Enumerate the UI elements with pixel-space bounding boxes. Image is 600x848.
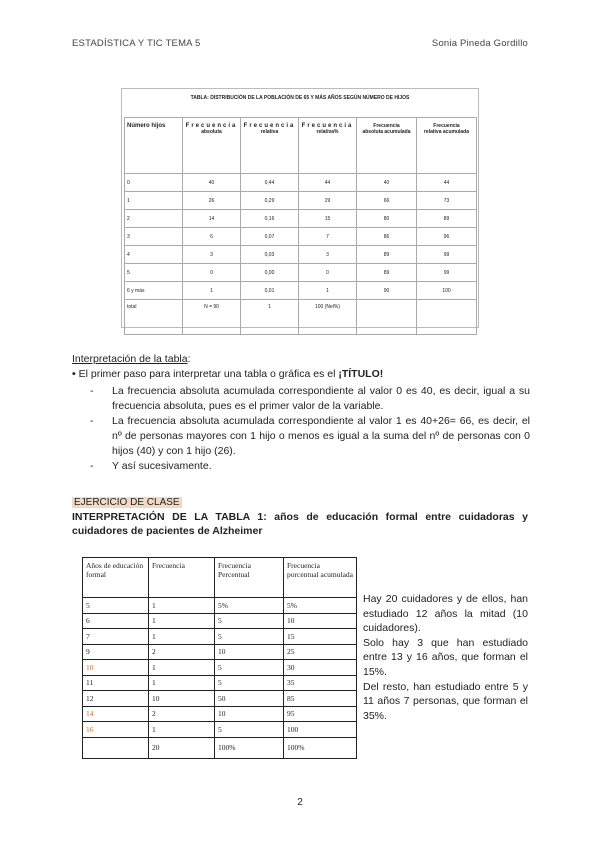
table-cell: 95 [284, 706, 357, 722]
table-cell: 0 [299, 264, 357, 282]
table1-header-cell: Frecuencia relativa [241, 118, 299, 174]
exercise-label: EJERCICIO DE CLASE [74, 497, 180, 508]
table1-total-row: total N = 90 1 100 (Nel%) [125, 300, 477, 335]
table-cell: 35 [284, 675, 357, 691]
table-row [83, 613, 357, 629]
table-cell: 4 [125, 246, 183, 264]
table-row [125, 246, 477, 264]
table-cell: 2 [125, 210, 183, 228]
table-cell: 15 [284, 629, 357, 645]
table-row [83, 629, 357, 645]
table-cell: 50 [215, 691, 284, 707]
table-cell: 10 [284, 613, 357, 629]
table-cell: 6 y más [125, 282, 183, 300]
table-row [125, 192, 477, 210]
table-cell: 1 [149, 722, 215, 738]
table-cell: 0,44 [241, 174, 299, 192]
table-cell: 16 [83, 722, 149, 738]
table-cell: 9 [83, 644, 149, 660]
table2-header-cell: Frecuencia porcentual acumulada [284, 558, 357, 598]
table-cell: 1 [125, 192, 183, 210]
table1-title: TABLA: DISTRIBUCIÓN DE LA POBLACIÓN DE 65 Y MÁS AÑOS SEGÚN NÚMERO DE HIJOS [190, 95, 410, 101]
interpretation-heading: Interpretación de la tabla: [72, 353, 191, 365]
table-cell: 44 [417, 174, 477, 192]
table-row [83, 675, 357, 691]
table-cell: 44 [299, 174, 357, 192]
table-cell: 25 [284, 644, 357, 660]
exercise-title: INTERPRETACIÓN DE LA TABLA 1: años de educación formal entre cuidadoras y cuidadores de pacientes de Alzheimer [72, 511, 528, 537]
table-cell: 10 [215, 706, 284, 722]
table-cell: 96 [417, 228, 477, 246]
table1-header-cell: Frecuencia absoluta acumulada [357, 118, 417, 174]
table-row [83, 691, 357, 707]
answer-paragraph: Solo hay 3 que han estudiado entre 13 y 16 años, que forman el 15%. [363, 636, 528, 678]
table-row [83, 644, 357, 660]
table-cell: 7 [299, 228, 357, 246]
table-cell: 1 [149, 598, 215, 614]
table-row [125, 210, 477, 228]
table-cell: 3 [183, 246, 241, 264]
table-cell: 12 [83, 691, 149, 707]
table1-figure [121, 88, 479, 328]
table-cell: 15 [299, 210, 357, 228]
table-cell: 85 [284, 691, 357, 707]
table-cell: 99 [417, 264, 477, 282]
table1-header-row [125, 118, 477, 174]
table-cell: 10 [215, 644, 284, 660]
table2-header-cell: Frecuencia [149, 558, 215, 598]
table-cell: 0,29 [241, 192, 299, 210]
table-cell: 14 [83, 706, 149, 722]
answer-text [363, 592, 528, 723]
table1-header-cell: Número hijos [125, 118, 183, 174]
interpretation-bullets [72, 384, 530, 474]
table1-header-cell: Frecuencia relativa% [299, 118, 357, 174]
table-row [125, 264, 477, 282]
table-cell: 5 [215, 613, 284, 629]
table1-header-cell: Frecuencia absoluta [183, 118, 241, 174]
table2 [82, 557, 357, 759]
table-cell: 73 [417, 192, 477, 210]
table-cell: 2 [149, 706, 215, 722]
table-cell: 0,01 [241, 282, 299, 300]
table-row [125, 228, 477, 246]
table-row [83, 706, 357, 722]
table1-header-cell: Frecuencia relativa acumulada [417, 118, 477, 174]
answer-paragraph: Hay 20 cuidadores y de ellos, han estudiado 12 años la mitad (10 cuidadores). [363, 593, 528, 635]
table-cell: 66 [357, 192, 417, 210]
table-row [83, 722, 357, 738]
table-cell: 0,03 [241, 246, 299, 264]
list-item: - Y así sucesivamente. [112, 459, 530, 474]
table-cell: 5% [215, 598, 284, 614]
table-row [125, 282, 477, 300]
table-cell: 100 [284, 722, 357, 738]
table-cell: 90 [357, 282, 417, 300]
table-cell: 5 [215, 675, 284, 691]
table-cell: 5 [215, 629, 284, 645]
table-cell: 3 [125, 228, 183, 246]
table-cell: 40 [183, 174, 241, 192]
table2-header-cell: Frecuencia Percentual [215, 558, 284, 598]
table-cell: 10 [83, 660, 149, 676]
table-cell: 0,00 [241, 264, 299, 282]
table-row [83, 660, 357, 676]
table-cell: 100 [417, 282, 477, 300]
table-cell: 0 [183, 264, 241, 282]
table-cell: 2 [149, 644, 215, 660]
table-cell: 26 [183, 192, 241, 210]
table-cell: 1 [149, 675, 215, 691]
interpretation-intro: • El primer paso para interpretar una tabla o gráfica es el ¡TÍTULO! [72, 368, 384, 380]
header-right: Sonia Pineda Gordillo [431, 38, 528, 49]
table-cell: 1 [299, 282, 357, 300]
table-cell: 14 [183, 210, 241, 228]
table-cell: 30 [284, 660, 357, 676]
table-cell: 5% [284, 598, 357, 614]
table-cell: 5 [215, 660, 284, 676]
table-cell: 3 [299, 246, 357, 264]
table-cell: 89 [357, 246, 417, 264]
page-number: 2 [297, 797, 303, 808]
table-cell: 40 [357, 174, 417, 192]
table-cell: 80 [357, 210, 417, 228]
table-cell: 89 [357, 264, 417, 282]
table-cell: 5 [125, 264, 183, 282]
header-left: ESTADÍSTICA Y TIC TEMA 5 [72, 38, 201, 49]
table-cell: 5 [215, 722, 284, 738]
table-cell: 6 [183, 228, 241, 246]
table2-header-row [83, 558, 357, 598]
table1 [124, 117, 477, 335]
table-cell: 29 [299, 192, 357, 210]
table2-header-cell: Años de educación formal [83, 558, 149, 598]
table-cell: 1 [149, 613, 215, 629]
table-cell: 89 [417, 210, 477, 228]
table-cell: 1 [149, 629, 215, 645]
table-cell: 0,07 [241, 228, 299, 246]
table-cell: 7 [83, 629, 149, 645]
table-row [125, 174, 477, 192]
table-cell: 1 [183, 282, 241, 300]
interpretation-section [72, 352, 530, 474]
table-cell: 99 [417, 246, 477, 264]
table-cell: 11 [83, 675, 149, 691]
table-cell: 1 [149, 660, 215, 676]
table-cell: 86 [357, 228, 417, 246]
table-cell: 10 [149, 691, 215, 707]
answer-paragraph: Del resto, han estudiado entre 5 y 11 años 7 personas, que forman el 35%. [363, 680, 528, 722]
table-cell: 5 [83, 598, 149, 614]
list-item: - La frecuencia absoluta acumulada correspondiente al valor 1 es 40+26= 66, es decir, el nº de personas mayores con 1 hijo o menos es igual a la suma del nº de personas con 0 hijos (40) y con 1 hijo (26). [112, 414, 530, 459]
table-cell: 0 [125, 174, 183, 192]
list-item: - La frecuencia absoluta acumulada correspondiente al valor 0 es 40, es decir, igual a su frecuencia absoluta, pues es el primer valor de la variable. [112, 384, 530, 414]
table-cell: 6 [83, 613, 149, 629]
table-cell: 0,16 [241, 210, 299, 228]
table-row [83, 598, 357, 614]
table2-total-row: 20 100% 100% [83, 737, 357, 758]
